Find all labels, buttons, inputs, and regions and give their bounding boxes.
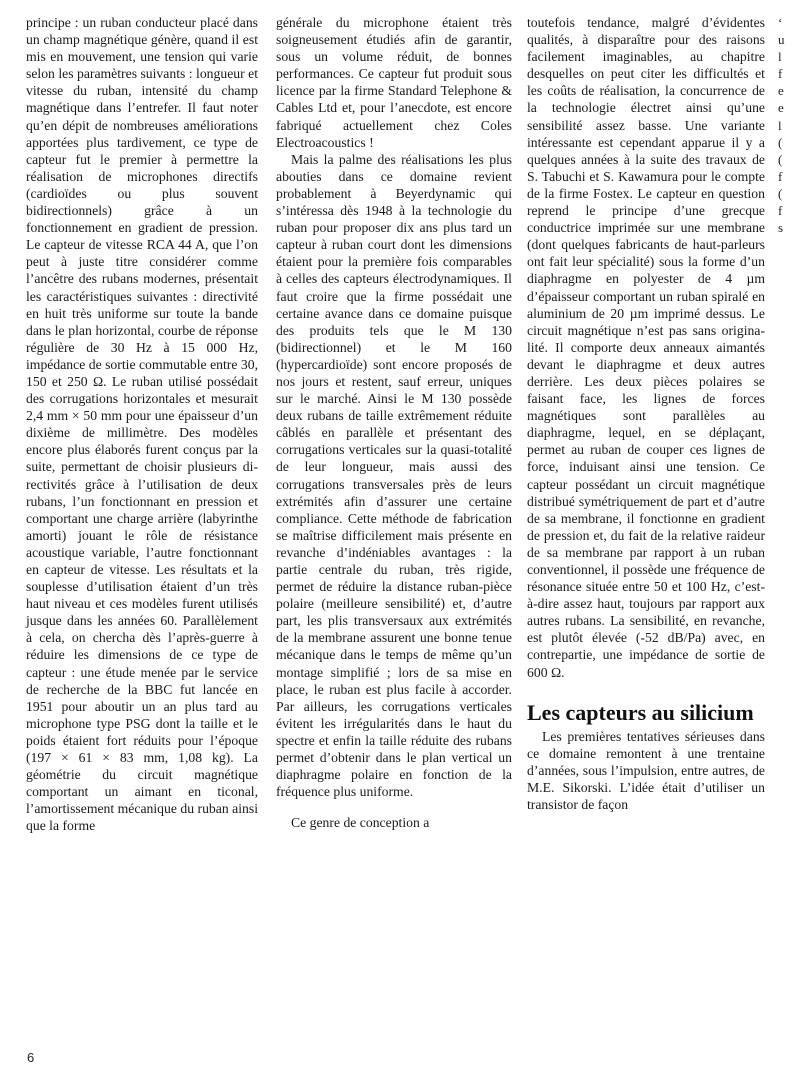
paragraph: Mais la palme des réalisations les plus abouties dans ce domaine revient probablement à Beyerdynamic qui s’intéressa dès 1948 à la technologie du ruban pour proposer dix ans plus tard un capteur à ruban court dont les dimensions étaient pour la première fois comparables à celles des capteurs électrodynamiques. Il faut croire que la firme possédait une certaine avance dans ce domaine puisque des produits tels que le M 130 (bidirectionnel) et le M 160 (hypercardioïde) sont encore proposés de nos jours et restent, sauf erreur, uniques sur le marché. Ainsi le M 130 possède deux rubans de taille extrêmement réduite câblés en parallèle et présentant des corrugations verticales sur la quasi-totalité de leur longueur, mais aussi des corrugations transversales près de leurs extrémités afin d’assurer une certaine compliance. Cette méthode de fabrication se maîtrise difficilement mais présente en revanche d’indéniables avantages : la partie centrale du ruban, très rigide, permet de réduire la distance ruban-pièce polaire (meilleure sensibilité) et, d’autre part, les plis transversaux aux extrémités de la membrane assurent une bonne tenue mécanique dans le temps de même qu’un montage simplifié ; lors de sa mise en place, le ruban est plus facile à accorder. Par ailleurs, les corrugations verticales évitent les irrégularités dans le haut du spectre et enfin la taille réduite des rubans permet d’obtenir dans le plan vertical un diaphragme polaire en fonction de la fréquence plus uniforme. [276, 151, 512, 800]
paragraph: générale du microphone étaient très soigneusement étudiés afin de garantir, sous un volume réduit, de bonnes performances. Ce capteur fut produit sous licence par la firme Standard Telephone & Cables Ltd et, pour l’anecdote, est encore fabriqué actuellement chez Coles Electroacoustics ! [276, 15, 512, 150]
paragraph: principe : un ruban conducteur placé dans un champ magnétique génère, quand il est mis en mouvement, une tension qui varie selon les paramètres suivants : longueur et vitesse du ruban, intensité du champ magnétique dans l’entrefer. Il faut noter qu’en dépit de nombreuses améliorations apportées plus tardivement, ce type de capteur fut le premier à permettre la réalisation de microphones directifs (cardioïdes ou plus souvent bidirectionnels) grâce à un fonctionnement en gradient de pression. Le capteur de vitesse RCA 44 A, que l’on peut à juste titre considérer comme l’ancêtre des rubans modernes, présentait les caractéristiques suivantes : directivité en huit très uniforme sur toute la bande dans le plan horizontal, courbe de réponse régulière de 30 Hz à 15 000 Hz, impédance de sortie commutable entre 30, 150 et 250 Ω. Le ruban utilisé possédait des corrugations horizontales et mesurait 2,4 mm × 50 mm pour une épaisseur d’un dixième de millimètre. Des modèles encore plus élaborés furent conçus par la suite, permettant de choisir plusieurs directivités grâce à l’utilisation de deux rubans, l’un fonctionnant en pression et comportant une charge arrière (labyrinthe amorti) jouant le rôle de résistance acoustique variable, l’autre fonctionnant en capteur de vitesse. Les résultats et la souplesse d’utilisation étaient d’un très haut niveau et ces modèles furent utilisés jusque dans les années 60. Parallèlement à cela, on chercha dès l’après-guerre à réduire les dimensions de ce type de capteur : une étude menée par le service de recherche de la BBC fut lancée en 1951 pour aboutir un an plus tard au microphone type PSG dont la taille et le poids étaient fort réduits pour l’époque (197 × 61 × 83 mm, 1,08 kg). La géométrie du circuit magnétique comportant un aimant en ticonal, l’amortissement mécanique du ruban ainsi que la forme [26, 15, 258, 834]
text-column-2 [276, 14, 512, 831]
edge-glyph: e [778, 83, 784, 99]
page-number: 6 [27, 1050, 35, 1065]
edge-glyph: ( [778, 185, 783, 201]
edge-glyph: f [778, 203, 783, 219]
paragraph: Ce genre de conception a [291, 815, 430, 831]
edge-glyph: f [778, 66, 783, 82]
edge-glyph: ‘ [778, 15, 783, 30]
edge-glyph: ( [778, 134, 783, 150]
adjacent-page-edge [778, 14, 792, 254]
edge-glyph: l [778, 49, 782, 65]
edge-glyph: f [778, 168, 783, 184]
paragraph: toutefois tendance, malgré d’évidentes qualités, à disparaître pour des raisons facilement imaginables, au chapitre desquelles on peut citer les difficultés et les coûts de réalisation, la concurrence de la technologie électret ainsi qu’une sensibilité assez basse. Une variante intéressante est cependant apparue il y a quelques années à la suite des travaux de S. Tabuchi et S. Kawamura pour le compte de la firme Fostex. Le capteur en question reprend le principe d’une grecque conductrice imprimée sur une membrane (dont quelques fabricants de haut-parleurs ont fait leur spécialité) sous la forme d’un diaphragme en polyester de 4 µm d’épaisseur comportant un ruban spiralé en aluminium de 20 µm imprimé dessus. Le circuit magnétique n’est pas sans originalité. Il comporte deux anneaux aimantés devant le diaphragme et deux autres derrière. Les deux pièces polaires se faisant face, les lignes de forces magnétiques sont parallèles au diaphragme, lequel, en se déplaçant, permet au ruban de couper ces lignes de force, induisant ainsi une tension. Ce capteur possédant un circuit magnétique distribué symétriquement de part et d’autre de sa membrane, il fonctionne en gradient de pression et, du fait de la relative raideur de sa membrane par rapport à un ruban conventionnel, il possède une fréquence de résonance située entre 50 et 100 Hz, c’est-à-dire assez haut, toujours par rapport aux autres rubans. La sensibilité, en revanche, est plutôt élevée (-52 dB/Pa) avec, en contrepartie, une impédance de sortie de 600 Ω. [527, 15, 765, 680]
text-column-3 [527, 14, 765, 813]
edge-glyph: s [778, 220, 784, 236]
edge-glyph: ( [778, 151, 783, 167]
paragraph: Les premières tentatives sérieuses dans ce domaine remontent à une trentaine d’années, sous l’impulsion, entre autres, de M.E. Sikorski. L’idée était d’utiliser un transistor de façon [527, 728, 765, 813]
edge-glyph: u [778, 32, 785, 48]
text-column-1 [26, 14, 258, 835]
section-heading: Les capteurs au silicium [527, 699, 754, 725]
edge-glyph: e [778, 100, 784, 116]
edge-glyph: l [778, 117, 782, 133]
